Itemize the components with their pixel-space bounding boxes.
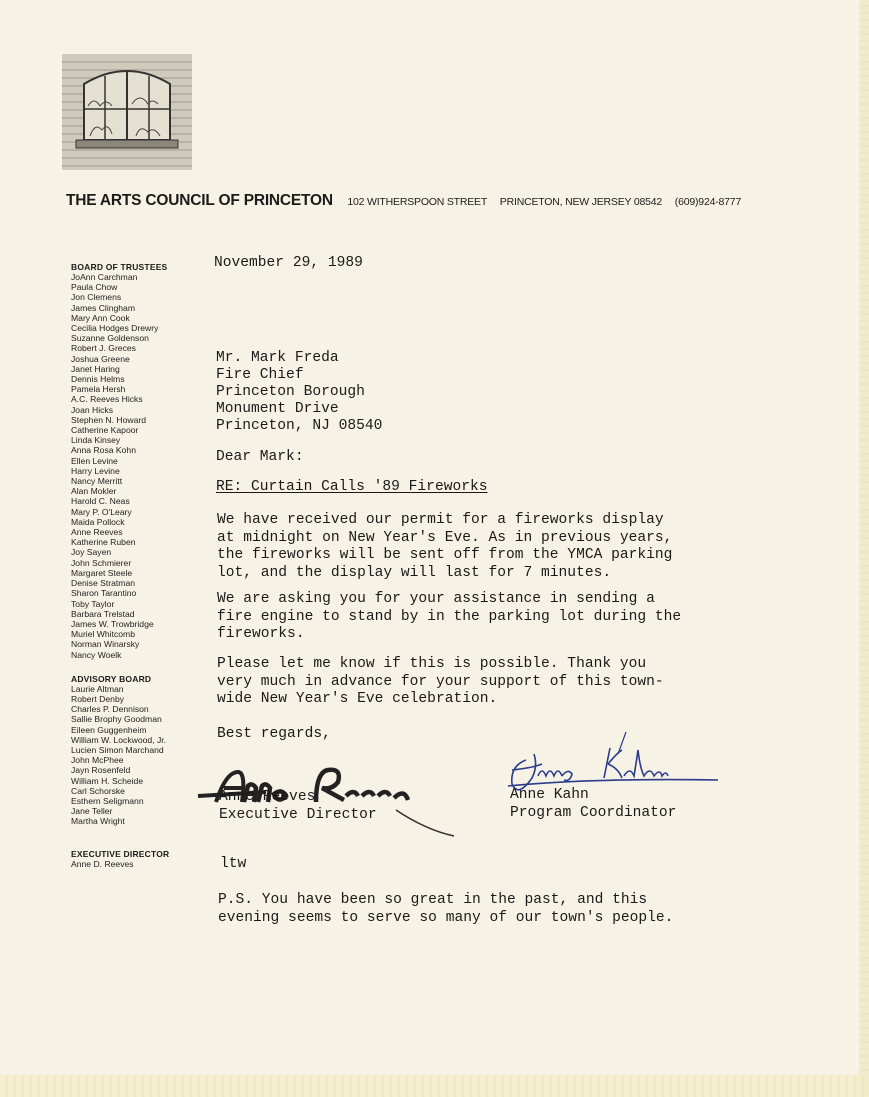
arts-council-logo [62, 54, 192, 170]
trustees-heading: BOARD OF TRUSTEES [71, 262, 168, 272]
trustee-name: Janet Haring [71, 363, 120, 374]
recipient-line: Mr. Mark Freda [216, 350, 339, 366]
advisor-name: Esthern Seligmann [71, 795, 144, 806]
trustee-name: Suzanne Goldenson [71, 333, 149, 344]
trustee-name: Pamela Hersh [71, 384, 126, 395]
org-address [347, 196, 751, 208]
recipient-line: Fire Chief [216, 367, 304, 383]
text-line: evening seems to serve so many of our town's people. [218, 909, 674, 926]
trustee-name: John Schmierer [71, 557, 132, 568]
recipient-address [216, 350, 382, 435]
signer-2-block [510, 786, 676, 822]
subject-line: RE: Curtain Calls '89 Fireworks [216, 479, 488, 495]
trustee-name: Anna Rosa Kohn [71, 445, 136, 456]
text-line: We are asking you for your assistance in sending a [217, 591, 655, 607]
typist-initials: ltw [220, 856, 247, 872]
trustee-name: Toby Taylor [71, 598, 115, 609]
trustee-name: Stephen N. Howard [71, 414, 146, 425]
trustee-name: Nancy Woelk [71, 649, 122, 660]
paper-edge [0, 1075, 869, 1097]
advisor-name: Eileen Guggenheim [71, 724, 147, 735]
paper-edge [859, 0, 869, 1097]
trustee-name: Harry Levine [71, 465, 120, 476]
trustee-name: Dennis Helms [71, 374, 125, 385]
director-list [71, 859, 201, 869]
advisory-list [71, 684, 201, 827]
director-heading: EXECUTIVE DIRECTOR [71, 848, 170, 859]
trustee-name: Paula Chow [71, 282, 118, 293]
trustee-name: James W. Trowbridge [71, 618, 154, 629]
text-line: Please let me know if this is possible. Thank you [217, 656, 647, 672]
advisor-name: Laurie Altman [71, 683, 124, 694]
advisor-name: Jayn Rosenfeld [71, 765, 131, 776]
paragraph-2 [217, 591, 681, 644]
text-line: fire engine to stand by in the parking lot during the [217, 608, 682, 625]
trustee-name: Denise Stratman [71, 578, 136, 589]
trustee-name: Robert J. Greces [71, 343, 136, 354]
org-street: 102 WITHERSPOON STREET [347, 196, 488, 208]
signer-2-title: Program Coordinator [510, 805, 677, 821]
letter-date: November 29, 1989 [214, 255, 363, 271]
text-line: the fireworks will be sent off from the YMCA parking [217, 547, 673, 564]
advisor-name: Sallie Brophy Goodman [71, 714, 162, 725]
closing: Best regards, [217, 726, 331, 742]
signer-1-name: Anne Reeves [219, 789, 316, 805]
text-line: lot, and the display will last for 7 minutes. [217, 564, 612, 581]
trustee-name: Sharon Tarantino [71, 588, 137, 599]
text-line: at midnight on New Year's Eve. As in previous years, [217, 529, 673, 546]
trustee-name: Joan Hicks [71, 404, 114, 415]
advisor-name: Jane Teller [71, 806, 113, 817]
salutation: Dear Mark: [216, 449, 304, 465]
trustee-name: Maida Pollock [71, 516, 125, 527]
text-line: very much in advance for your support of this town- [217, 673, 664, 690]
text-line: wide New Year's Eve celebration. [217, 691, 498, 708]
advisor-name: Carl Schorske [71, 785, 125, 796]
trustee-name: Katherine Ruben [71, 537, 136, 548]
advisory-heading: ADVISORY BOARD [71, 673, 152, 684]
letterhead [66, 192, 826, 210]
trustee-name: Nancy Merritt [71, 476, 123, 487]
text-line: fireworks. [217, 626, 305, 643]
advisor-name: William W. Lockwood, Jr. [71, 734, 167, 745]
signer-1-block [219, 788, 377, 824]
board-sidebar [71, 262, 201, 869]
trustee-name: Muriel Whitcomb [71, 629, 135, 640]
trustee-name: A.C. Reeves Hicks [71, 394, 143, 405]
advisor-name: Robert Denby [71, 693, 125, 704]
advisor-name: Charles P. Dennison [71, 704, 149, 715]
trustee-name: Anne Reeves [71, 527, 123, 538]
org-phone: (609)924-8777 [674, 196, 742, 208]
recipient-line: Princeton, NJ 08540 [216, 418, 383, 434]
advisor-name: Martha Wright [71, 816, 125, 827]
postscript [218, 892, 673, 927]
org-name: THE ARTS COUNCIL OF PRINCETON [66, 192, 333, 209]
trustee-name: Jon Clemens [71, 292, 122, 303]
trustee-name: Margaret Steele [71, 567, 133, 578]
signer-1-title: Executive Director [219, 807, 377, 823]
trustee-name: Norman Winarsky [71, 639, 140, 650]
advisor-name: Lucien Simon Marchand [71, 744, 164, 755]
trustee-name: Harold C. Neas [71, 496, 130, 507]
trustees-list [71, 272, 201, 660]
trustee-name: James Clingham [71, 302, 135, 313]
trustee-name: Catherine Kapoor [71, 425, 139, 436]
trustee-name: Linda Kinsey [71, 435, 121, 446]
trustee-name: Joshua Greene [71, 353, 130, 364]
text-line: P.S. You have been so great in the past, and this [218, 892, 648, 908]
paragraph-3 [217, 656, 664, 709]
trustee-name: Joy Sayen [71, 547, 112, 558]
text-line: We have received our permit for a fireworks display [217, 512, 664, 528]
paragraph-1 [217, 512, 672, 582]
recipient-line: Monument Drive [216, 401, 339, 417]
org-city: PRINCETON, NEW JERSEY 08542 [499, 196, 663, 208]
advisor-name: John McPhee [71, 755, 124, 766]
trustee-name: Barbara Trelstad [71, 608, 135, 619]
trustee-name: Cecilia Hodges Drewry [71, 323, 159, 334]
trustee-name: Ellen Levine [71, 455, 118, 466]
recipient-line: Princeton Borough [216, 384, 365, 400]
director-name: Anne D. Reeves [71, 858, 134, 869]
trustee-name: JoAnn Carchman [71, 272, 138, 282]
trustee-name: Mary Ann Cook [71, 312, 130, 323]
trustee-name: Mary P. O'Leary [71, 506, 132, 517]
signer-2-name: Anne Kahn [510, 787, 589, 803]
advisor-name: William H. Scheide [71, 775, 144, 786]
trustee-name: Alan Mokler [71, 486, 117, 497]
